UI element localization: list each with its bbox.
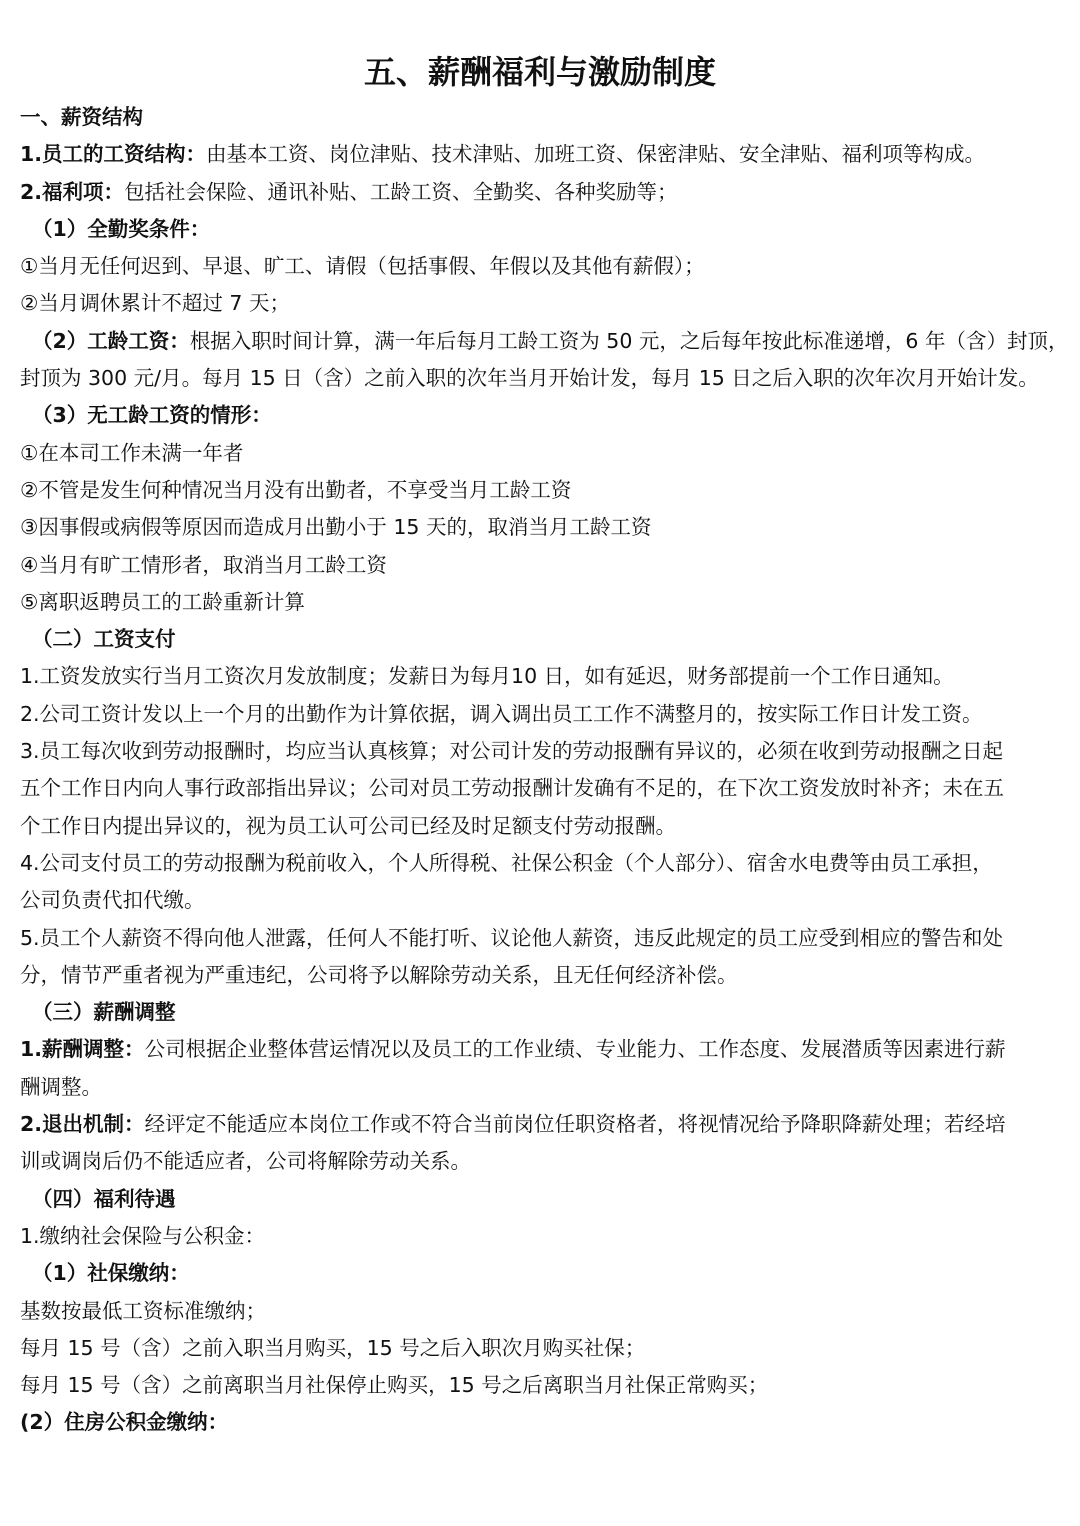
text-line [20,285,1080,322]
text-line [20,1293,1080,1330]
text-line [20,696,1080,733]
text-line [20,621,1080,658]
line-text: 每月 15 号（含）之前入职当月购买，15 号之后入职次月购买社保； [20,1335,646,1360]
line-heading: （2）工龄工资： [32,328,190,353]
line-text: 个工作日内提出异议的，视为员工认可公司已经及时足额支付劳动报酬。 [20,813,676,838]
line-text: ②不管是发生何种情况当月没有出勤者，不享受当月工龄工资 [20,477,572,502]
text-line [20,99,1080,136]
line-text: 公司负责代扣代缴。 [20,888,205,913]
line-heading: （四）福利待遇 [32,1186,176,1211]
line-text: 4.公司支付员工的劳动报酬为税前收入，个人所得税、社保公积金（个人部分）、宿舍水电费等由员工承担， [20,850,993,875]
text-line [20,1218,1080,1255]
line-heading: 2.福利项： [20,179,125,204]
line-heading: 1.员工的工资结构： [20,142,207,167]
text-line [20,174,1080,211]
text-line [20,509,1080,546]
text-line [20,1330,1080,1367]
line-text: ⑤离职返聘员工的工龄重新计算 [20,589,305,614]
line-text: 训或调岗后仍不能适应者，公司将解除劳动关系。 [20,1149,471,1174]
text-line [20,1069,1080,1106]
text-line [20,994,1080,1031]
line-text: 5.员工个人薪资不得向他人泄露，任何人不能打听、议论他人薪资，违反此规定的员工应受到相应的警告和处 [20,925,1004,950]
line-text: 根据入职时间计算，满一年后每月工龄工资为 50 元，之后每年按此标准递增，6 年（含）封顶， [189,328,1069,353]
line-text: 基数按最低工资标准缴纳； [20,1298,266,1323]
text-line [20,248,1080,285]
document-body [20,99,1080,1442]
text-line [20,957,1080,994]
line-heading: 2.退出机制： [20,1112,145,1137]
line-text: 3.员工每次收到劳动报酬时，均应当认真核算；对公司计发的劳动报酬有异议的，必须在收到劳动报酬之日起 [20,739,1004,764]
text-line [20,1031,1080,1068]
line-text: 分，情节严重者视为严重违纪，公司将予以解除劳动关系，且无任何经济补偿。 [20,962,738,987]
line-text: 每月 15 号（含）之前离职当月社保停止购买，15 号之后离职当月社保正常购买； [20,1373,769,1398]
line-text: 酬调整。 [20,1074,102,1099]
line-heading: (2）住房公积金缴纳： [20,1410,229,1435]
line-heading: 1.薪酬调整： [20,1037,145,1062]
text-line [20,211,1080,248]
text-line [20,920,1080,957]
line-text: ①当月无任何迟到、早退、旷工、请假（包括事假、年假以及其他有薪假）； [20,254,705,279]
line-heading: （二）工资支付 [32,627,176,652]
text-line [20,733,1080,770]
text-line [20,882,1080,919]
line-text: 1.缴纳社会保险与公积金： [20,1223,266,1248]
text-line [20,323,1080,360]
page-title: 五、薪酬福利与激励制度 [363,53,716,91]
text-line [20,547,1080,584]
line-text: 公司根据企业整体营运情况以及员工的工作业绩、专业能力、工作态度、发展潜质等因素进行薪 [144,1037,1006,1062]
line-heading: （1）全勤奖条件： [32,216,211,241]
text-line [20,770,1080,807]
text-line [20,845,1080,882]
line-heading: 一、薪资结构 [20,105,143,129]
line-text: 包括社会保险、通讯补贴、工龄工资、全勤奖、各种奖励等； [124,179,678,204]
text-line [20,1181,1080,1218]
line-text: 封顶为 300 元/月。每月 15 日（含）之前入职的次年当月开始计发，每月 15 日之后入职的次年次月开始计发。 [20,366,1039,391]
line-heading: （3）无工龄工资的情形： [32,403,272,428]
line-text: ①在本司工作未满一年者 [20,440,244,465]
line-text: 2.公司工资计发以上一个月的出勤作为计算依据，调入调出员工工作不满整月的，按实际工作日计发工资。 [20,701,983,726]
text-line [20,808,1080,845]
text-line [20,1255,1080,1292]
line-heading: （1）社保缴纳： [32,1261,190,1286]
text-line [20,1106,1080,1143]
text-line [20,136,1080,173]
text-line [20,1404,1080,1441]
line-text: ③因事假或病假等原因而造成月出勤小于 15 天的，取消当月工龄工资 [20,515,652,540]
text-line [20,1367,1080,1404]
text-line [20,472,1080,509]
text-line [20,658,1080,695]
text-line [20,397,1080,434]
line-text: 五个工作日内向人事行政部指出异议；公司对员工劳动报酬计发确有不足的，在下次工资发放时补齐；未在五 [20,776,1004,801]
line-text: 由基本工资、岗位津贴、技术津贴、加班工资、保密津贴、安全津贴、福利项等构成。 [206,142,986,167]
line-text: 1.工资发放实行当月工资次月发放制度；发薪日为每月10 日，如有延迟，财务部提前一个工作日通知。 [20,664,954,689]
line-heading: （三）薪酬调整 [32,1000,176,1025]
text-line [20,360,1080,397]
text-line [20,584,1080,621]
line-text: 经评定不能适应本岗位工作或不符合当前岗位任职资格者，将视情况给予降职降薪处理；若经培 [144,1112,1006,1137]
text-line [20,435,1080,472]
line-text: ②当月调休累计不超过 7 天； [20,291,290,316]
line-text: ④当月有旷工情形者，取消当月工龄工资 [20,552,387,577]
text-line [20,1143,1080,1180]
